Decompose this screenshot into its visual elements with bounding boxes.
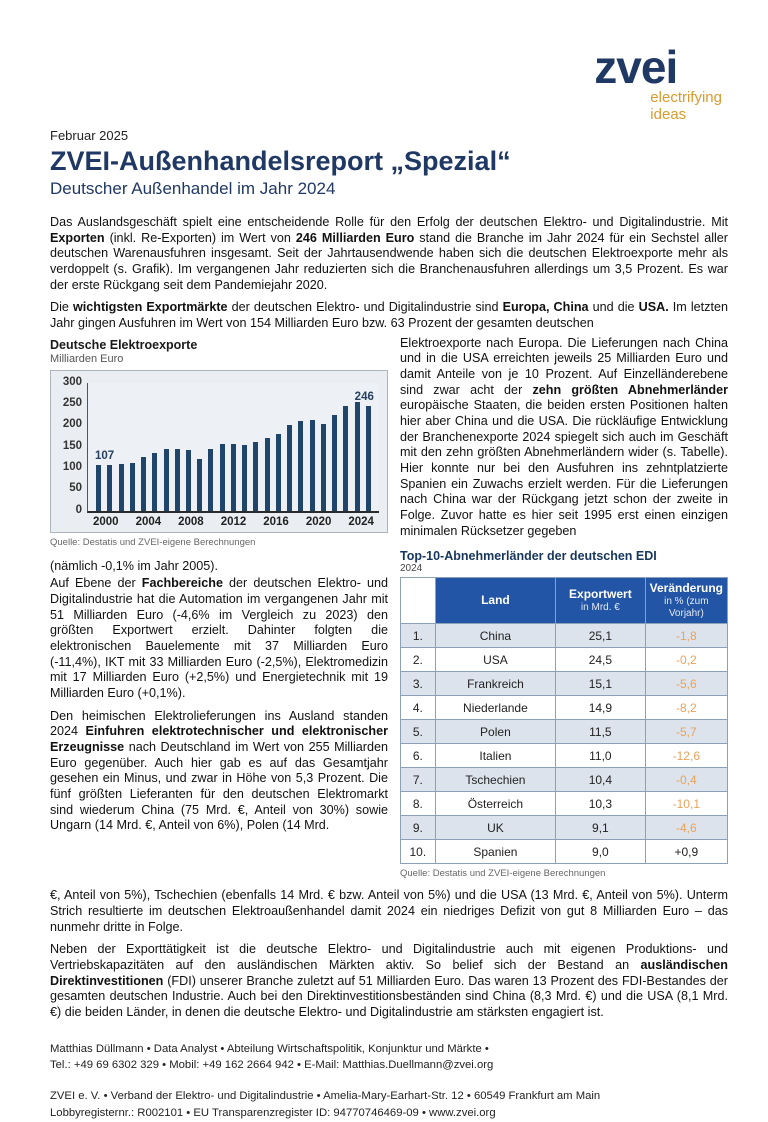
- paragraph-imports: Den heimischen Elektrolieferungen ins Ausland standen 2024 Einfuhren elektrotechnischer und elektronischer Erzeugnisse nach Deutschland im Wert von 255 Milliarden Euro gegenüber. Auch hier gab es auf das Gesamtjahr gesehen ein Minus, und zwar in Höhe von 5,3 Prozent. Die fünf größten Lieferanten für den deutschen Elektromarkt sind wiederum China (75 Mrd. €, Anteil von 30%) sowie Ungarn (14 Mrd. €, Anteil von 6%), Polen (14 Mrd.: [50, 708, 388, 833]
- cell-delta: +0,9: [645, 840, 727, 864]
- cell-land: Italien: [435, 744, 555, 768]
- bar-2005: [152, 453, 157, 511]
- zvei-tagline: [650, 90, 722, 124]
- right-column: [400, 336, 728, 880]
- bar-slot-2016: [273, 383, 284, 511]
- chart-plot-area: [87, 383, 379, 513]
- y-tick-250: 250: [62, 397, 82, 410]
- header-exportwert-label: Exportwert: [569, 587, 632, 602]
- cell-wert: 11,0: [556, 744, 646, 768]
- cell-wert: 9,0: [556, 840, 646, 864]
- x-tick-2008: 2008: [178, 515, 204, 528]
- paragraph-exports: Das Auslandsgeschäft spielt eine entscheidende Rolle für den Erfolg der deutschen Elektro- und Digitalindustrie. Mit Exporten (inkl. Re-Exporten) im Wert von 246 Milliarden Euro stand die Branche im Jahr 2024 für ein Sechstel aller deutschen Warenausfuhren insgesamt. Seit der Jahrtausendwende haben sich die deutschen Elektroexporte mehr als verdoppelt (s. Grafik). Im vergangenen Jahr reduzierten sich die Branchenausfuhren allerdings um 3,5 Prozent. Es war der erste Rückgang seit dem Pandemiejahr 2020.: [50, 215, 728, 292]
- cell-land: Frankreich: [435, 672, 555, 696]
- paragraph-imports-continued: €, Anteil von 5%), Tschechien (ebenfalls 14 Mrd. € bzw. Anteil von 5%) und die USA (13 Mrd. €, Anteil von 5%). Unterm Strich resultierte im deutschen Elektroaußenhandel damit 2024 ein niedriges Defizit von gut 8 Milliarden Euro – das nunmehr dritte in Folge.: [50, 888, 728, 934]
- footer-line1: ZVEI e. V. • Verband der Elektro- und Digitalindustrie • Amelia-Mary-Earhart-Str. 12 • 60549 Frankfurt am Main: [50, 1090, 601, 1103]
- bar-2011: [220, 444, 225, 511]
- cell-rank: 8.: [401, 792, 436, 816]
- cell-delta: -0,2: [645, 648, 727, 672]
- cell-rank: 2.: [401, 648, 436, 672]
- contact-block: [50, 1041, 728, 1074]
- cell-delta: -10,1: [645, 792, 727, 816]
- cell-wert: 25,1: [556, 624, 646, 648]
- chart-plot-box: [50, 370, 388, 533]
- cell-land: USA: [435, 648, 555, 672]
- bar-slot-2005: [149, 383, 160, 511]
- zvei-wordmark: zvei: [594, 41, 678, 93]
- chart-source: Quelle: Destatis und ZVEI-eigene Berechnungen: [50, 536, 256, 548]
- cell-wert: 15,1: [556, 672, 646, 696]
- bar-slot-2003: [127, 383, 138, 511]
- chart-y-axis: [57, 375, 87, 516]
- bar-slot-2013: [239, 383, 250, 511]
- bar-slot-2014: [250, 383, 261, 511]
- cell-land: Österreich: [435, 792, 555, 816]
- bar-slot-2009: [194, 383, 205, 511]
- x-tick-2000: 2000: [93, 515, 119, 528]
- bar-2024: [366, 406, 371, 511]
- tagline-line1: electrifying: [650, 89, 722, 107]
- cell-rank: 9.: [401, 816, 436, 840]
- cell-rank: 10.: [401, 840, 436, 864]
- footer-line2: Lobbyregisternr.: R002101 • EU Transparenzregister ID: 94770746469-09 • www.zvei.org: [50, 1107, 496, 1120]
- chart-unit-label: Milliarden Euro: [50, 352, 124, 365]
- cell-rank: 1.: [401, 624, 436, 648]
- x-tick-2024: 2024: [348, 515, 374, 528]
- footer-block: [50, 1088, 728, 1122]
- export-bar-chart: [50, 338, 388, 548]
- bar-2010: [208, 449, 213, 511]
- zvei-logo: [594, 41, 722, 124]
- cell-wert: 14,9: [556, 696, 646, 720]
- paragraph-fachbereiche: Auf Ebene der Fachbereiche der deutschen Elektro- und Digitalindustrie hat die Automation im vergangenen Jahr mit 51 Milliarden Euro (-4,6% im Vergleich zu 2023) den größten Exportwert erzielt. Dahinter folgten die elektronischen Bauelemente mit 37 Milliarden Euro (-11,4%), IKT mit 33 Milliarden Euro (-2,5%), Elektromedizin mit 17 Milliarden Euro (+2,5%) und Energietechnik mit 19 Milliarden Euro (+0,1%).: [50, 576, 388, 701]
- contact-line2: Tel.: +49 69 6302 329 • Mobil: +49 162 2664 942 • E-Mail: Matthias.Duellmann@zvei.org: [50, 1058, 494, 1071]
- bar-2001: [107, 465, 112, 511]
- left-column: [50, 336, 388, 880]
- bar-slot-2017: [284, 383, 295, 511]
- cell-land: Polen: [435, 720, 555, 744]
- table-body: [401, 624, 728, 864]
- y-tick-150: 150: [62, 439, 82, 452]
- table-row-USA: [401, 648, 728, 672]
- bar-2003: [130, 463, 135, 511]
- x-tick-2004: 2004: [135, 515, 162, 528]
- paragraph-fdi: Neben der Exporttätigkeit ist die deutsche Elektro- und Digitalindustrie auch mit eigenen Produktions- und Vertriebskapazitäten auf den ausländischen Märkten aktiv. So belief sich der Bestand an ausländischen Direktinvestitionen (FDI) unserer Branche zuletzt auf 51 Milliarden Euro. Das waren 13 Prozent des FDI-Bestandes der gesamten deutschen Industrie. Auch bei den Direktinvestitionsbeständen sind China (8,3 Mrd. €) und die USA (8,1 Mrd. €) die beiden Länder, in denen die deutsche Elektro- und Digitalindustrie am stärksten engagiert ist.: [50, 942, 728, 1019]
- cell-delta: -4,6: [645, 816, 727, 840]
- table-year: 2024: [400, 563, 423, 575]
- bar-2016: [276, 434, 281, 511]
- bar-slot-2006: [160, 383, 171, 511]
- header-veraenderung-unit: in % (zum Vorjahr): [664, 596, 709, 619]
- bar-slot-2020: [318, 383, 329, 511]
- bar-slot-2021: [329, 383, 340, 511]
- bar-2007: [175, 449, 180, 511]
- chart-x-axis: [88, 513, 379, 528]
- bar-value-label: 107: [95, 449, 115, 462]
- header-rank-blank: [401, 578, 436, 624]
- bar-2020: [321, 424, 326, 511]
- table-row-Österreich: [401, 792, 728, 816]
- bar-2006: [164, 449, 169, 511]
- table-row-Polen: [401, 720, 728, 744]
- bar-slot-2007: [172, 383, 183, 511]
- y-tick-100: 100: [62, 461, 82, 474]
- bar-slot-2000: [93, 383, 115, 511]
- cell-rank: 4.: [401, 696, 436, 720]
- cell-delta: -12,6: [645, 744, 727, 768]
- bar-slot-2002: [115, 383, 126, 511]
- bar-2018: [298, 421, 303, 511]
- bar-slot-2001: [104, 383, 115, 511]
- x-tick-2020: 2020: [305, 515, 332, 528]
- table-row-UK: [401, 816, 728, 840]
- cell-wert: 10,3: [556, 792, 646, 816]
- cell-land: Spanien: [435, 840, 555, 864]
- bar-slot-2008: [183, 383, 194, 511]
- table-title: Top-10-Abnehmerländer der deutschen EDI: [400, 549, 657, 564]
- header-veraenderung: [645, 578, 727, 624]
- page-title: ZVEI-Außenhandelsreport „Spezial“: [50, 146, 511, 176]
- header-land: Land: [435, 578, 555, 624]
- bar-slot-2010: [205, 383, 216, 511]
- bar-2004: [141, 457, 146, 511]
- cell-wert: 10,4: [556, 768, 646, 792]
- cell-delta: -5,6: [645, 672, 727, 696]
- header-veraenderung-label: Veränderung: [649, 581, 723, 596]
- paragraph-china-note: (nämlich -0,1% im Jahr 2005).: [50, 558, 218, 573]
- bar-slot-2019: [306, 383, 317, 511]
- cell-rank: 5.: [401, 720, 436, 744]
- table-row-Italien: [401, 744, 728, 768]
- chart-title: Deutsche Elektroexporte: [50, 337, 198, 352]
- header-exportwert-unit: in Mrd. €: [580, 601, 620, 613]
- table-source: Quelle: Destatis und ZVEI-eigene Berechnungen: [400, 868, 606, 880]
- report-date: Februar 2025: [50, 128, 129, 143]
- bar-slot-2015: [262, 383, 273, 511]
- bar-2019: [310, 420, 315, 511]
- x-tick-2016: 2016: [263, 515, 289, 528]
- cell-delta: -1,8: [645, 624, 727, 648]
- tagline-line2: ideas: [650, 105, 687, 123]
- cell-wert: 11,5: [556, 720, 646, 744]
- page-subtitle: Deutscher Außenhandel im Jahr 2024: [50, 179, 336, 198]
- cell-wert: 9,1: [556, 816, 646, 840]
- cell-land: Tschechien: [435, 768, 555, 792]
- cell-delta: -8,2: [645, 696, 727, 720]
- bar-2000: [96, 465, 101, 511]
- cell-rank: 6.: [401, 744, 436, 768]
- top10-table: [400, 577, 728, 864]
- cell-land: China: [435, 624, 555, 648]
- table-row-Spanien: [401, 840, 728, 864]
- cell-delta: -5,7: [645, 720, 727, 744]
- two-column-region: [50, 336, 728, 880]
- bar-2002: [119, 464, 124, 511]
- cell-land: UK: [435, 816, 555, 840]
- bar-2012: [231, 444, 236, 511]
- bar-2015: [265, 438, 270, 511]
- cell-wert: 24,5: [556, 648, 646, 672]
- y-tick-0: 0: [75, 503, 82, 516]
- table-row-China: [401, 624, 728, 648]
- table-row-Tschechien: [401, 768, 728, 792]
- cell-rank: 3.: [401, 672, 436, 696]
- bar-2014: [253, 442, 258, 511]
- bar-slot-2012: [228, 383, 239, 511]
- table-row-Niederlande: [401, 696, 728, 720]
- bar-2009: [197, 459, 202, 511]
- bar-2021: [332, 415, 337, 511]
- cell-delta: -0,4: [645, 768, 727, 792]
- bar-slot-2011: [217, 383, 228, 511]
- bar-2008: [186, 450, 191, 511]
- bar-2022: [343, 406, 348, 511]
- y-tick-200: 200: [62, 418, 82, 431]
- header-exportwert: [556, 578, 646, 624]
- cell-rank: 7.: [401, 768, 436, 792]
- y-tick-300: 300: [62, 375, 82, 388]
- x-tick-2012: 2012: [220, 515, 247, 528]
- bar-2017: [287, 425, 292, 511]
- table-row-Frankreich: [401, 672, 728, 696]
- bar-value-label: 246: [354, 390, 374, 403]
- bar-2023: [355, 402, 360, 511]
- paragraph-markets-intro: Die wichtigsten Exportmärkte der deutschen Elektro- und Digitalindustrie sind Europa, China und die USA. Im letzten Jahr gingen Ausfuhren im Wert von 154 Milliarden Euro bzw. 63 Prozent der gesamten deutschen: [50, 300, 728, 331]
- y-tick-50: 50: [69, 482, 82, 495]
- paragraph-markets-continued: Elektroexporte nach Europa. Die Lieferungen nach China und in die USA erreichten jeweils 25 Milliarden Euro und damit Anteile von je 10 Prozent. Auf Einzelländerebene sind zwar acht der zehn größten Abnehmerländer europäische Staaten, die beiden ersten Positionen halten hier aber China und die USA. Die rückläufige Entwicklung der Branchenexporte 2024 spiegelt sich auch im Geschäft mit den zehn größten Abnehmerländern wider (s. Tabelle). Hier konnte nur bei den Ausfuhren ins zehntplatzierte Spanien ein Zuwachs erzielt werden. Für die Lieferungen nach China war der Rückgang jetzt schon der zweite in Folge. Zuvor hatte es hier seit 1995 erst einen einzigen minimalen Rücksetzer gegeben: [400, 335, 728, 538]
- bar-slot-2024: [354, 383, 374, 511]
- bar-slot-2004: [138, 383, 149, 511]
- table-header: [401, 578, 728, 624]
- bar-slot-2022: [340, 383, 351, 511]
- bar-slot-2018: [295, 383, 306, 511]
- contact-line1: Matthias Düllmann • Data Analyst • Abteilung Wirtschaftspolitik, Konjunktur und Märkte •: [50, 1042, 489, 1055]
- cell-land: Niederlande: [435, 696, 555, 720]
- bar-2013: [242, 445, 247, 511]
